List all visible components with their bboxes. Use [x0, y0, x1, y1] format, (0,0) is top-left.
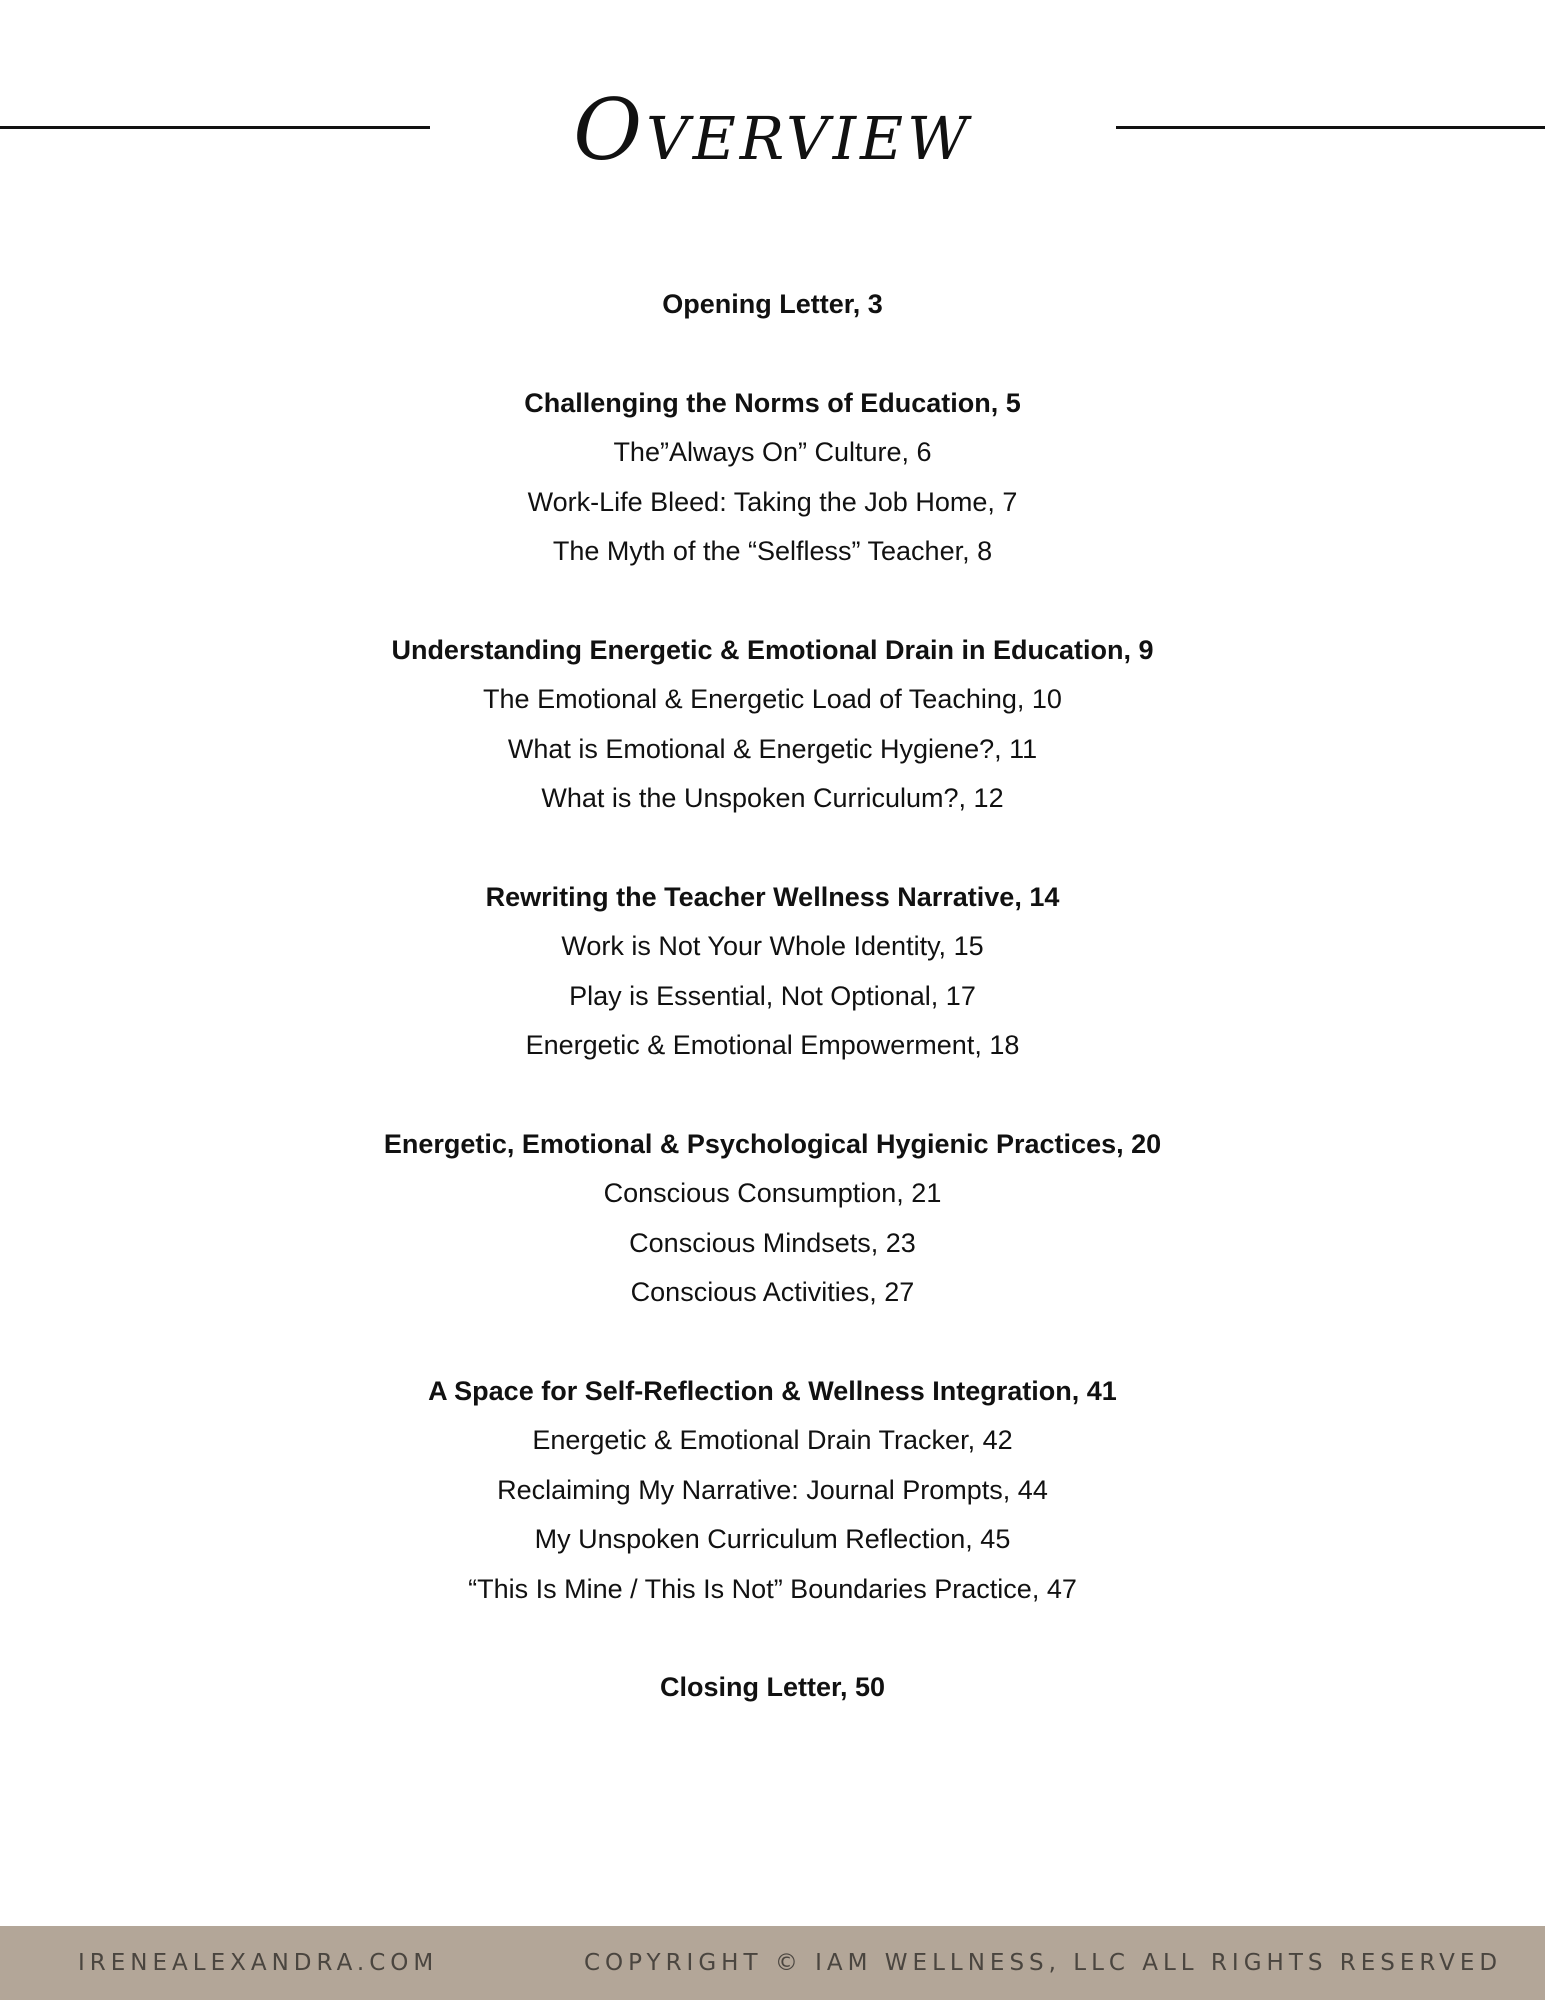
toc-section	[0, 1120, 1545, 1318]
toc-item: Conscious Mindsets, 23	[629, 1227, 916, 1258]
toc-item: Conscious Consumption, 21	[603, 1178, 942, 1208]
toc-section-heading: Closing Letter, 50	[659, 1672, 886, 1702]
toc-section-heading: A Space for Self-Reflection & Wellness Integration, 41	[428, 1375, 1117, 1406]
page-footer	[0, 1926, 1545, 2000]
toc-item: Work is Not Your Whole Identity, 15	[561, 931, 984, 961]
toc-section-heading: Challenging the Norms of Education, 5	[524, 387, 1021, 418]
toc-item: My Unspoken Curriculum Reflection, 45	[534, 1524, 1011, 1554]
page-title: Overview	[573, 81, 972, 179]
toc-item: What is Emotional & Energetic Hygiene?, 11	[507, 733, 1038, 764]
toc-item: Conscious Activities, 27	[630, 1277, 915, 1307]
toc-item: The Myth of the “Selfless” Teacher, 8	[552, 536, 993, 566]
toc-item: Reclaiming My Narrative: Journal Prompts, 44	[497, 1474, 1048, 1505]
toc-section-heading: Understanding Energetic & Emotional Drain in Education, 9	[391, 634, 1154, 665]
toc-section	[0, 379, 1545, 577]
footer-website: IRENEALEXANDRA.COM	[78, 1950, 439, 1976]
toc-item: What is the Unspoken Curriculum?, 12	[541, 783, 1004, 813]
toc-item: Work-Life Bleed: Taking the Job Home, 7	[527, 486, 1018, 517]
toc-section-heading: Energetic, Emotional & Psychological Hygienic Practices, 20	[383, 1128, 1162, 1159]
toc-item: The Emotional & Energetic Load of Teaching, 10	[483, 684, 1062, 714]
toc-section	[0, 280, 1545, 330]
title-rule-right	[1116, 126, 1545, 129]
toc-item: Play is Essential, Not Optional, 17	[569, 980, 976, 1011]
toc-section-heading: Rewriting the Teacher Wellness Narrative, 14	[485, 881, 1060, 912]
table-of-contents	[0, 280, 1545, 1762]
toc-section	[0, 1367, 1545, 1615]
toc-section	[0, 1663, 1545, 1713]
toc-section	[0, 873, 1545, 1071]
toc-item: Energetic & Emotional Drain Tracker, 42	[532, 1425, 1013, 1455]
page-header	[0, 60, 1545, 200]
toc-section	[0, 626, 1545, 824]
toc-item: “This Is Mine / This Is Not” Boundaries Practice, 47	[468, 1573, 1077, 1604]
toc-section-heading: Opening Letter, 3	[662, 289, 883, 319]
toc-item: Energetic & Emotional Empowerment, 18	[525, 1030, 1020, 1060]
footer-copyright: COPYRIGHT © IAM WELLNESS, LLC ALL RIGHTS RESERVED	[584, 1950, 1503, 1976]
toc-item: The”Always On” Culture, 6	[613, 437, 932, 467]
